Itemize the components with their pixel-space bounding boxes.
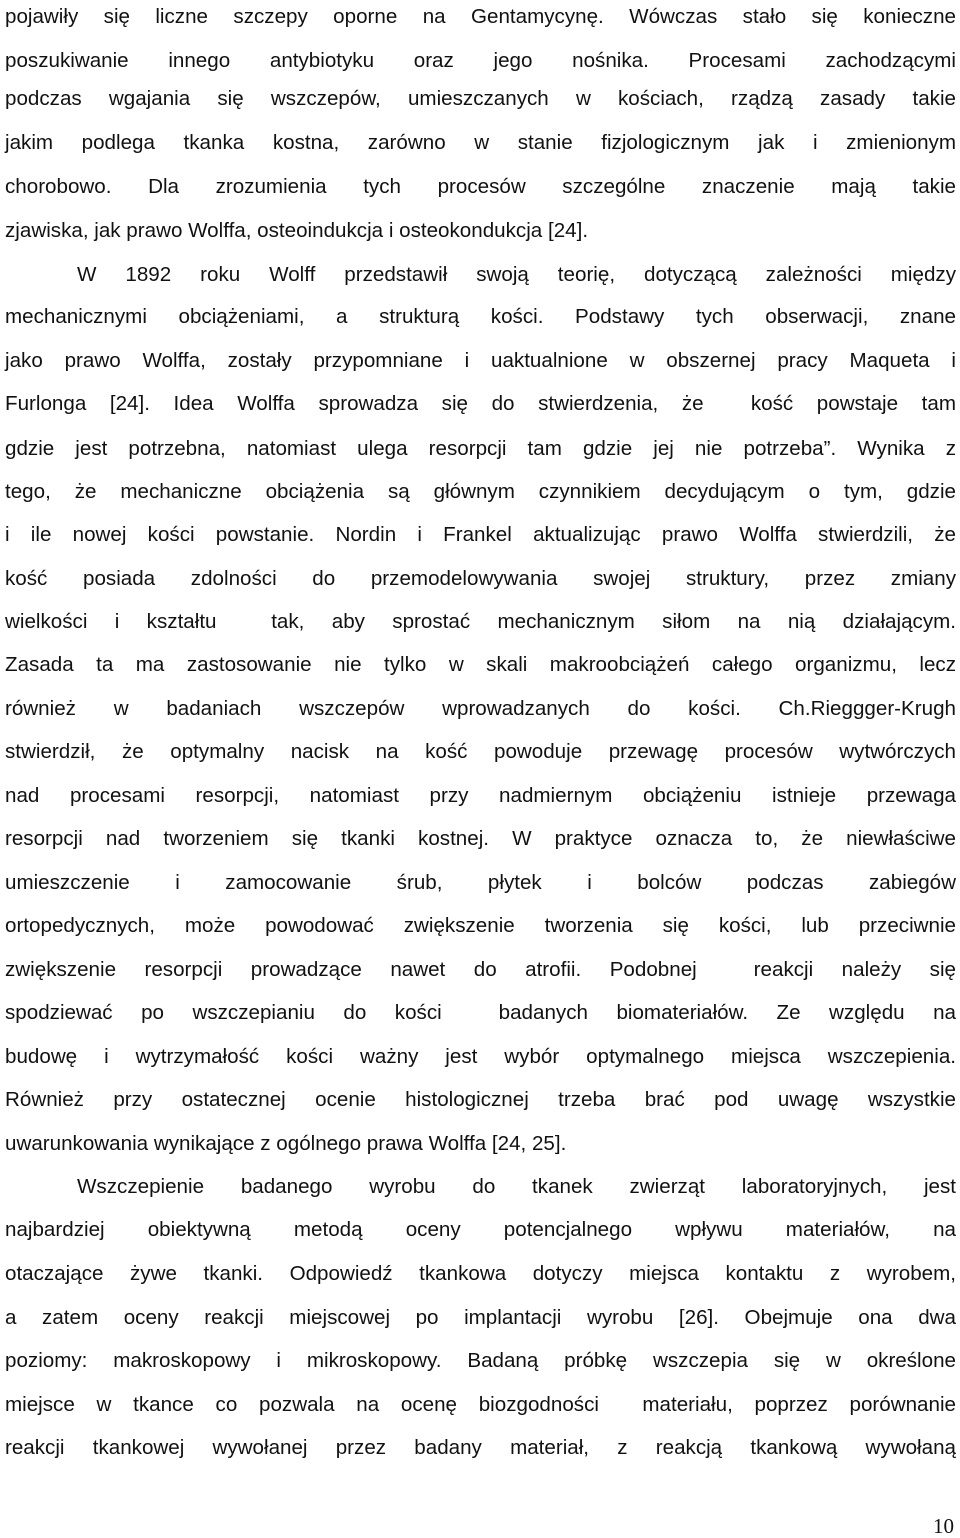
text-line: podczas wgajania się wszczepów, umieszczanych w kościach, rządzą zasady takie <box>5 87 956 110</box>
text-line: jakim podlega tkanka kostna, zarówno w stanie fizjologicznym jak i zmienionym <box>5 131 956 154</box>
text-line: gdzie jest potrzebna, natomiast ulega resorpcji tam gdzie jej nie potrzeba”. Wynika z <box>5 437 956 460</box>
paragraph-first-line: Wszczepienie badanego wyrobu do tkanek zwierząt laboratoryjnych, jest <box>77 1175 956 1198</box>
text-line: nad procesami resorpcji, natomiast przy nadmiernym obciążeniu istnieje przewaga <box>5 784 956 807</box>
text-line: Furlonga [24]. Idea Wolffa sprowadza się do stwierdzenia, że kość powstaje tam <box>5 392 956 415</box>
text-line: budowę i wytrzymałość kości ważny jest wybór optymalnego miejsca wszczepienia. <box>5 1045 956 1068</box>
text-line: pojawiły się liczne szczepy oporne na Gentamycynę. Wówczas stało się konieczne <box>5 5 956 28</box>
text-line: reakcji tkankowej wywołanej przez badany materiał, z reakcją tkankową wywołaną <box>5 1436 956 1459</box>
text-line: również w badaniach wszczepów wprowadzanych do kości. Ch.Rieggger-Krugh <box>5 697 956 720</box>
text-line: jako prawo Wolffa, zostały przypomniane i uaktualnione w obszernej pracy Maqueta i <box>5 349 956 372</box>
text-line: Zasada ta ma zastosowanie nie tylko w skali makroobciążeń całego organizmu, lecz <box>5 653 956 676</box>
text-line: najbardziej obiektywną metodą oceny potencjalnego wpływu materiałów, na <box>5 1218 956 1241</box>
text-line: Również przy ostatecznej ocenie histologicznej trzeba brać pod uwagę wszystkie <box>5 1088 956 1111</box>
text-line: poziomy: makroskopowy i mikroskopowy. Badaną próbkę wszczepia się w określone <box>5 1349 956 1372</box>
text-line: uwarunkowania wynikające z ogólnego prawa Wolffa [24, 25]. <box>5 1132 567 1155</box>
text-line: poszukiwanie innego antybiotyku oraz jego nośnika. Procesami zachodzącymi <box>5 49 956 72</box>
text-line: chorobowo. Dla zrozumienia tych procesów szczególne znaczenie mają takie <box>5 175 956 198</box>
text-line: zwiększenie resorpcji prowadzące nawet do atrofii. Podobnej reakcji należy się <box>5 958 956 981</box>
text-line: stwierdził, że optymalny nacisk na kość powoduje przewagę procesów wytwórczych <box>5 740 956 763</box>
text-line: otaczające żywe tkanki. Odpowiedź tkankowa dotyczy miejsca kontaktu z wyrobem, <box>5 1262 956 1285</box>
text-line: wielkości i kształtu tak, aby sprostać mechanicznym siłom na nią działającym. <box>5 610 956 633</box>
text-line: i ile nowej kości powstanie. Nordin i Frankel aktualizując prawo Wolffa stwierdzili, że <box>5 523 956 546</box>
text-line: kość posiada zdolności do przemodelowywania swojej struktury, przez zmiany <box>5 567 956 590</box>
text-line: resorpcji nad tworzeniem się tkanki kostnej. W praktyce oznacza to, że niewłaściwe <box>5 827 956 850</box>
text-line: zjawiska, jak prawo Wolffa, osteoindukcja i osteokondukcja [24]. <box>5 219 589 242</box>
text-line: mechanicznymi obciążeniami, a strukturą kości. Podstawy tych obserwacji, znane <box>5 305 956 328</box>
text-line: spodziewać po wszczepianiu do kości badanych biomateriałów. Ze względu na <box>5 1001 956 1024</box>
text-line: umieszczenie i zamocowanie śrub, płytek i bolców podczas zabiegów <box>5 871 956 894</box>
paragraph-first-line: W 1892 roku Wolff przedstawił swoją teorię, dotyczącą zależności między <box>77 263 956 286</box>
text-line: miejsce w tkance co pozwala na ocenę biozgodności materiału, poprzez porównanie <box>5 1393 956 1416</box>
page-number: 10 <box>933 1514 954 1538</box>
text-line: ortopedycznych, może powodować zwiększenie tworzenia się kości, lub przeciwnie <box>5 914 956 937</box>
text-line: a zatem oceny reakcji miejscowej po implantacji wyrobu [26]. Obejmuje ona dwa <box>5 1306 956 1329</box>
text-line: tego, że mechaniczne obciążenia są głównym czynnikiem decydującym o tym, gdzie <box>5 480 956 503</box>
